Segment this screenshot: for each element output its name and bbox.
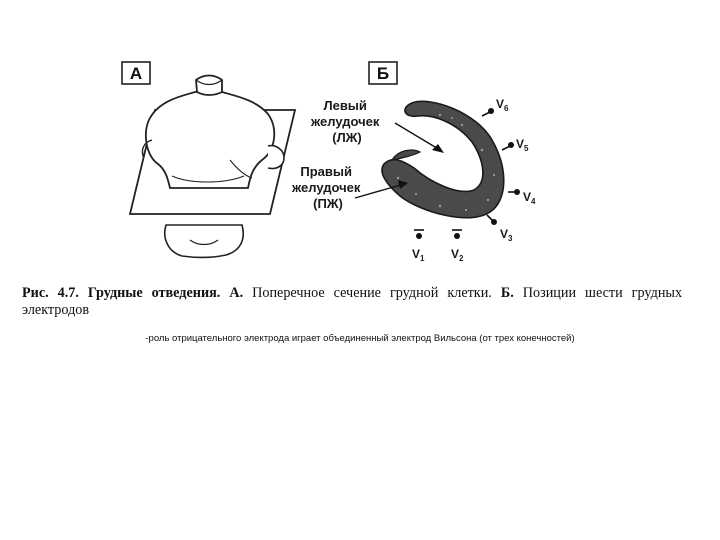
panel-b-letter: Б — [376, 64, 390, 83]
slide-note: -роль отрицательного электрода играет объединенный электрод Вильсона (от трех конечностей) — [145, 333, 575, 344]
electrode-v5 — [502, 137, 529, 153]
lv-arrowhead — [432, 144, 444, 153]
electrode-v4 — [508, 189, 536, 206]
svg-text:V4: $V_4$ — [523, 190, 536, 206]
svg-text:V3: $V_3$ — [500, 227, 513, 243]
panel-a — [122, 62, 295, 257]
caption-figure-number: Рис. 4.7. Грудные отведения. — [22, 285, 221, 301]
electrode-v1 — [412, 230, 425, 263]
lv-label: Левый желудочек (ЛЖ) — [310, 98, 380, 145]
electrode-v6 — [482, 97, 509, 116]
lv-arrow — [395, 123, 440, 150]
caption-text-b: Позиции шести грудных электродов — [22, 285, 683, 318]
caption-text-a: Поперечное сечение грудной клетки. — [252, 285, 492, 301]
electrode-v2 — [451, 230, 464, 263]
rv-wall — [392, 150, 420, 160]
ventricles-cross-section — [382, 101, 504, 217]
panel-b — [291, 62, 536, 263]
svg-text:V1: $V_1$ — [412, 247, 425, 263]
rv-label: Правый желудочек (ПЖ) — [291, 164, 361, 211]
figure-caption — [22, 285, 682, 319]
torso-lower — [165, 225, 243, 257]
caption-part-a: А. — [229, 285, 244, 301]
svg-text:V5: $V_5$ — [516, 137, 529, 153]
neck — [196, 76, 222, 96]
electrode-v3 — [487, 215, 513, 243]
svg-text:V6: $V_6$ — [496, 97, 509, 113]
caption-part-b: Б. — [500, 285, 514, 301]
panel-a-letter: А — [129, 64, 143, 83]
svg-text:V2: $V_2$ — [451, 247, 464, 263]
